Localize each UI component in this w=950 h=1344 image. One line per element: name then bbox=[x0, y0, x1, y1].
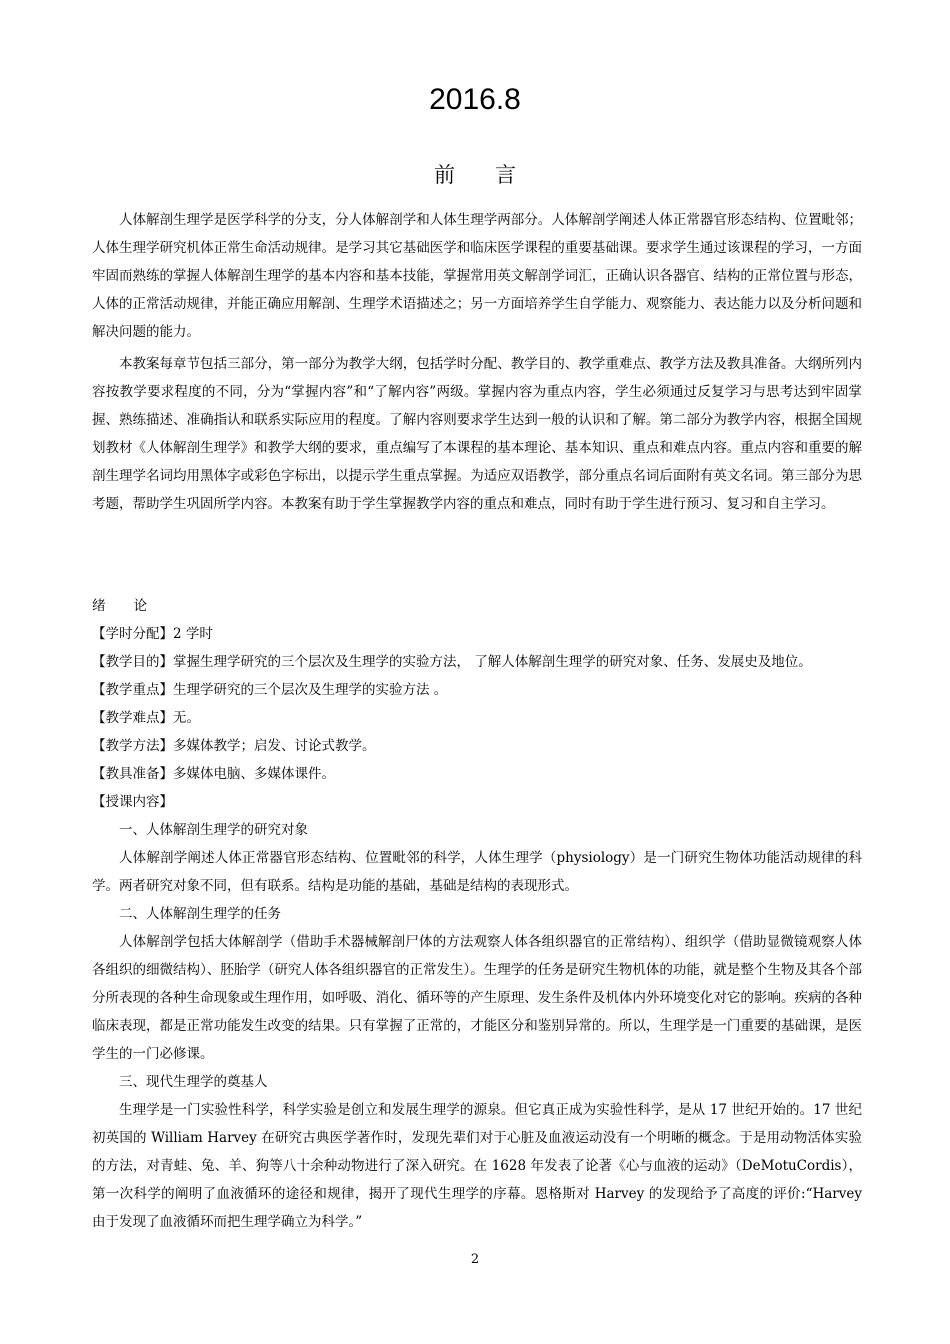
info-equipment: 【教具准备】多媒体电脑、多媒体课件。 bbox=[92, 766, 335, 782]
preface-paragraph: 本教案每章节包括三部分，第一部分为教学大纲，包括学时分配、教学目的、教学重难点、教学方法及教具准备。大纲所列内容按教学要求程度的不同，分为“掌握内容”和“了解内容”两级。掌握内容为重点内容，学生必须通过反复学习与思考达到牢固掌握、熟练描述、准确指认和联系实际应用的程度。了解内容则要求学生达到一般的认识和了解。第二部分为教学内容，根据全国规划教材《人体解剖生理学》和教学大纲的要求，重点编写了本课程的基本理论、基本知识、重点和难点内容。重点内容和重要的解剖生理学名词均用黑体字或彩色字标出，以提示学生重点掌握。为适应双语教学，部分重点名词后面附有英文名词。第三部分为思考题，帮助学生巩固所学内容。本教案有助于学生掌握教学内容的重点和难点，同时有助于学生进行预习、复习和自主学习。 bbox=[92, 356, 862, 512]
info-hours: 【学时分配】2 学时 bbox=[92, 626, 213, 642]
info-content-label: 【授课内容】 bbox=[92, 794, 173, 810]
section-heading: 二、人体解剖生理学的任务 bbox=[119, 906, 281, 922]
section-body: 人体解剖学阐述人体正常器官形态结构、位置毗邻的科学，人体生理学（physiology）是一门研究生物体功能活动规律的科学。两者研究对象不同，但有联系。结构是功能的基础，基础是结构的表现形式。 bbox=[92, 850, 862, 894]
info-methods: 【教学方法】多媒体教学；启发、讨论式教学。 bbox=[92, 738, 376, 754]
section-heading: 一、人体解剖生理学的研究对象 bbox=[119, 822, 308, 838]
chapter-title: 绪论 bbox=[92, 598, 175, 614]
info-objectives: 【教学目的】掌握生理学研究的三个层次及生理学的实验方法， 了解人体解剖生理学的研究对象、任务、发展史及地位。 bbox=[92, 654, 812, 670]
section-body: 人体解剖学包括大体解剖学（借助手术器械解剖尸体的方法观察人体各组织器官的正常结构）、组织学（借助显微镜观察人体各组织的细微结构）、胚胎学（研究人体各组织器官的正常发生）。生理学的任务是研究生物机体的功能，就是整个生物及其各个部分所表现的各种生命现象或生理作用，如呼吸、消化、循环等的产生原理、发生条件及机体内外环境变化对它的影响。疾病的各种临床表现，都是正常功能发生改变的结果。只有掌握了正常的，才能区分和鉴别异常的。所以，生理学是一门重要的基础课，是医学生的一门必修课。 bbox=[92, 934, 862, 1062]
section-body: 生理学是一门实验性科学，科学实验是创立和发展生理学的源泉。但它真正成为实验性科学，是从 17 世纪开始的。17 世纪初英国的 William Harvey 在研究古典医学著作时，发现先辈们对于心脏及血液运动没有一个明晰的概念。于是用动物活体实验的方法，对青蛙、兔、羊、狗等八十余种动物进行了深入研究。在 1628 年发表了论著《心与血液的运动》（DeMotuCordis），第一次科学的阐明了血液循环的途径和规律，揭开了现代生理学的序幕。恩格斯对 Harvey 的发现给予了高度的评价:“Harvey 由于发现了血液循环而把生理学确立为科学。” bbox=[92, 1102, 862, 1230]
section-heading: 三、现代生理学的奠基人 bbox=[119, 1074, 268, 1090]
preface-paragraph: 人体解剖生理学是医学科学的分支，分人体解剖学和人体生理学两部分。人体解剖学阐述人体正常器官形态结构、位置毗邻；人体生理学研究机体正常生命活动规律。是学习其它基础医学和临床医学课程的重要基础课。要求学生通过该课程的学习，一方面牢固而熟练的掌握人体解剖生理学的基本内容和基本技能，掌握常用英文解剖学词汇，正确认识各器官、结构的正常位置与形态，人体的正常活动规律，并能正确应用解剖、生理学术语描述之；另一方面培养学生自学能力、观察能力、表达能力以及分析问题和解决问题的能力。 bbox=[92, 212, 862, 340]
date-heading: 2016.8 bbox=[429, 83, 521, 116]
info-key-points: 【教学重点】生理学研究的三个层次及生理学的实验方法 。 bbox=[92, 682, 448, 698]
preface-title: 前言 bbox=[434, 163, 556, 187]
info-difficulties: 【教学难点】无。 bbox=[92, 710, 200, 726]
page-number: 2 bbox=[470, 1252, 480, 1267]
